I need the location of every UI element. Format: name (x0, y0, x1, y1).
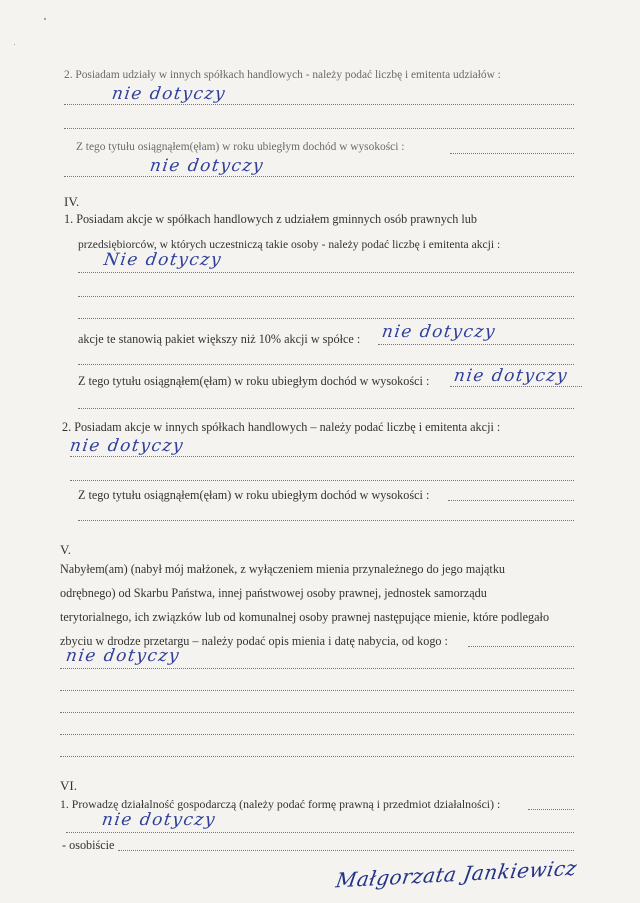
handwritten-answer: nie dotyczy (452, 366, 570, 386)
scan-speck (14, 44, 15, 45)
answer-line (78, 318, 574, 319)
handwritten-answer: Nie dotyczy (102, 250, 224, 270)
section-heading-iv: IV. (64, 194, 80, 209)
handwritten-answer: nie dotyczy (380, 322, 498, 342)
section-v-line2: odrębnego) od Skarbu Państwa, innej państwowej osoby prawnej, jednostek samorządu (60, 586, 487, 600)
answer-line (378, 344, 574, 345)
answer-line (66, 832, 574, 833)
question-iv-2: 2. Posiadam akcje w innych spółkach handlowych – należy podać liczbę i emitenta akcji : (62, 420, 501, 434)
answer-line (64, 176, 574, 177)
section-v-line1: Nabyłem(am) (nabył mój małżonek, z wyłączeniem mienia przynależnego do jego majątku (60, 562, 506, 576)
section-heading-v: V. (60, 542, 71, 557)
answer-line (450, 153, 574, 154)
packet-label: akcje te stanowią pakiet większy niż 10% akcji w spółce : (78, 332, 361, 346)
question-iv-1-line1: 1. Posiadam akcje w spółkach handlowych z udziałem gminnych osób prawnych lub (64, 212, 477, 226)
handwritten-answer: nie dotyczy (110, 84, 228, 104)
answer-line (78, 296, 574, 297)
question-vi-1: 1. Prowadzę działalność gospodarczą (należy podać formę prawną i przedmiot działalności) : (60, 797, 501, 811)
answer-line (118, 850, 574, 851)
handwritten-answer: nie dotyczy (148, 156, 266, 176)
answer-line (60, 734, 574, 735)
answer-line (528, 809, 574, 810)
answer-line (70, 480, 574, 481)
section-v-line4: zbyciu w drodze przetargu – należy podać opis mienia i datę nabycia, od kogo : (60, 634, 448, 648)
section-v-line3: terytorialnego, ich związków lub od komunalnej osoby prawnej następujące mienie, które podlegało (60, 610, 550, 624)
answer-line (450, 386, 582, 387)
handwritten-answer: nie dotyczy (64, 646, 182, 666)
answer-line (60, 690, 574, 691)
scan-speck (44, 18, 46, 20)
answer-line (78, 272, 574, 273)
answer-line (60, 756, 574, 757)
answer-line (70, 456, 574, 457)
answer-line (78, 408, 574, 409)
answer-line (468, 646, 574, 647)
answer-line (64, 104, 574, 105)
income-label: Z tego tytułu osiągnąłem(ęłam) w roku ubiegłym dochód w wysokości : (78, 488, 430, 502)
answer-line (64, 128, 574, 129)
answer-line (78, 520, 574, 521)
answer-line (60, 668, 574, 669)
question-shares-other-companies: 2. Posiadam udziały w innych spółkach handlowych - należy podać liczbę i emitenta udziałów : (64, 69, 501, 81)
answer-line (60, 712, 574, 713)
answer-line (448, 500, 574, 501)
income-label: Z tego tytułu osiągnąłem(ęłam) w roku ubiegłym dochód w wysokości : (76, 141, 405, 153)
section-heading-vi: VI. (60, 778, 77, 793)
signature: Małgorzata Jankiewicz (334, 855, 579, 893)
question-iv-1-line2: przedsiębiorców, w których uczestniczą takie osoby - należy podać liczbę i emitenta akcji : (78, 238, 501, 251)
handwritten-answer: nie dotyczy (100, 810, 218, 830)
income-label: Z tego tytułu osiągnąłem(ęłam) w roku ubiegłym dochód w wysokości : (78, 374, 430, 388)
handwritten-answer: nie dotyczy (68, 436, 186, 456)
answer-line (78, 364, 574, 365)
personally-label: - osobiście (62, 838, 115, 852)
